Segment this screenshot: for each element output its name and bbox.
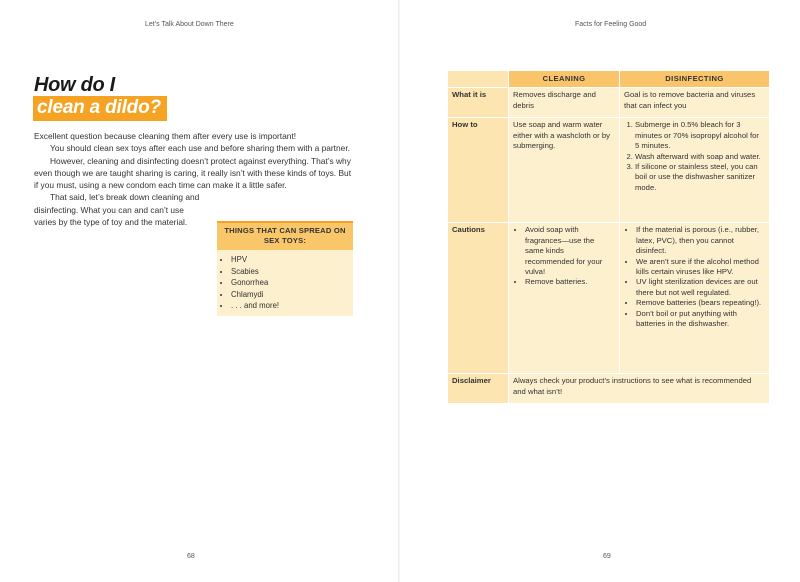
row-label-disclaimer: Disclaimer (448, 374, 509, 404)
cell-what-it-is-cleaning: Removes discharge and debris (509, 88, 620, 118)
cell-cautions-cleaning (509, 223, 620, 374)
row-label-how-to: How to (448, 118, 509, 223)
list-item: • Remove batteries (bears repeating!). (636, 298, 765, 308)
body-text (34, 130, 356, 228)
row-label-cautions: Cautions (448, 223, 509, 374)
callout-item: • Chlamydi (231, 289, 353, 301)
cautions-disinfecting-list (624, 225, 765, 329)
paragraph-3: However, cleaning and disinfecting doesn’t protect against everything. That’s why even though we are taught sharing is caring, it really isn’t with these kinds of toys. But if you must, using a new condom each time can make it a little safer. (34, 155, 352, 191)
list-item: 3. If silicone or stainless steel, you can boil or use the dishwasher sanitizer mode. (635, 162, 765, 193)
page-number-left: 68 (187, 553, 195, 560)
list-item: • Don’t boil or put anything with batteries in the dishwasher. (636, 309, 765, 330)
paragraph-2: You should clean sex toys after each use and before sharing them with a partner. (50, 143, 350, 154)
list-item: • We aren’t sure if the alcohol method kills certain viruses like HPV. (636, 257, 765, 278)
cleaning-disinfecting-table (448, 71, 770, 404)
running-head-left: Let’s Talk About Down There (145, 21, 234, 28)
list-item: 1. Submerge in 0.5% bleach for 3 minutes or 70% isopropyl alcohol for 5 minutes. (635, 120, 765, 151)
callout-item: • HPV (231, 254, 353, 266)
cell-cautions-disinfecting (620, 223, 770, 374)
callout-item: • . . . and more! (231, 300, 353, 312)
paragraph-4: That said, let’s break down cleaning and disinfecting. What you can and can’t use varies by the type of toy and the material. (34, 192, 200, 228)
cell-what-it-is-disinfecting: Goal is to remove bacteria and viruses that can infect you (620, 88, 770, 118)
table-header-row (448, 71, 770, 88)
list-item: • UV light sterilization devices are out there but not well regulated. (636, 277, 765, 298)
cell-how-to-disinfecting (620, 118, 770, 223)
cell-how-to-cleaning: Use soap and warm water either with a washcloth or by submerging. (509, 118, 620, 223)
callout-box (217, 221, 353, 316)
how-to-disinfecting-steps (624, 120, 765, 193)
header-disinfecting: DISINFECTING (620, 71, 770, 88)
header-cleaning: CLEANING (509, 71, 620, 88)
table-row (448, 118, 770, 223)
title-line-2-highlight: clean a dildo? (33, 96, 167, 121)
running-head-right: Facts for Feeling Good (575, 21, 647, 28)
cautions-cleaning-list (513, 225, 615, 287)
callout-list (217, 254, 353, 312)
right-page (400, 0, 800, 582)
page-number-right: 69 (603, 553, 611, 560)
list-item: • Remove batteries. (525, 277, 615, 287)
table-row (448, 88, 770, 118)
callout-item: • Gonorrhea (231, 277, 353, 289)
table-row (448, 374, 770, 404)
table-row (448, 223, 770, 374)
title-line-1: How do I (34, 74, 115, 96)
row-label-what-it-is: What it is (448, 88, 509, 118)
list-item: • Avoid soap with fragrances—use the same kinds recommended for your vulva! (525, 225, 615, 277)
list-item: • If the material is porous (i.e., rubber, latex, PVC), then you cannot disinfect. (636, 225, 765, 256)
callout-heading: THINGS THAT CAN SPREAD ON SEX TOYS: (217, 223, 353, 250)
callout-item: • Scabies (231, 266, 353, 278)
list-item: 2. Wash afterward with soap and water. (635, 152, 765, 162)
paragraph-1: Excellent question because cleaning them after every use is important! (34, 131, 297, 141)
table-corner-cell (448, 71, 509, 88)
cell-disclaimer-text: Always check your product’s instructions to see what is recommended and what isn’t! (509, 374, 770, 404)
